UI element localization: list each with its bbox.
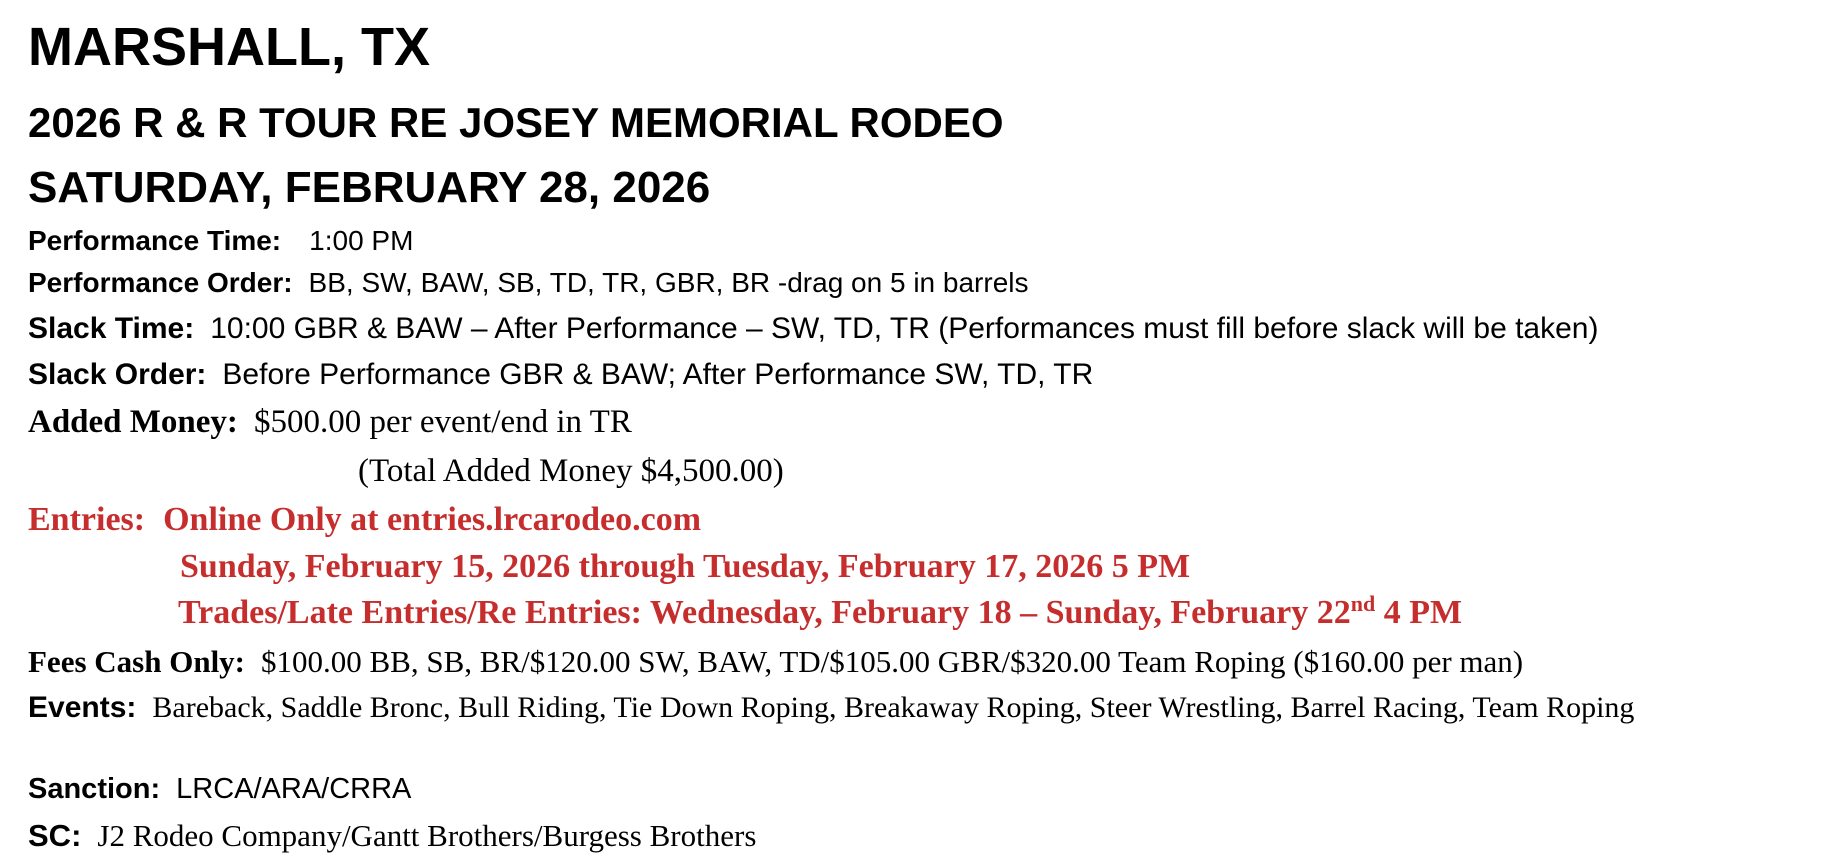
performance-time-value: 1:00 PM (309, 225, 414, 256)
performance-time-row (28, 224, 413, 258)
slack-order-value: Before Performance GBR & BAW; After Performance SW, TD, TR (222, 358, 1094, 391)
added-money-value: $500.00 per event/end in TR (253, 404, 632, 440)
sanction-value: LRCA/ARA/CRRA (176, 773, 412, 805)
slack-time-label: Slack Time: (28, 312, 195, 345)
sc-value: J2 Rodeo Company/Gantt Brothers/Burgess Brothers (97, 818, 757, 853)
events-row (28, 688, 1810, 727)
slack-time-row (28, 311, 1598, 347)
stock-contractor-row (28, 817, 756, 854)
events-value: Bareback, Saddle Bronc, Bull Riding, Tie Down Roping, Breakaway Roping, Steer Wrestling, Barrel Racing, Team Roping (152, 691, 1635, 724)
late-entries-row (178, 593, 1462, 634)
slack-order-row (28, 357, 1093, 393)
performance-order-value: BB, SW, BAW, SB, TD, TR, GBR, BR -drag on 5 in barrels (308, 267, 1029, 298)
sc-label: SC: (28, 818, 82, 853)
slack-time-value: 10:00 GBR & BAW – After Performance – SW, TD, TR (Performances must fill before slack will be taken) (210, 312, 1599, 345)
added-money-row (28, 403, 632, 443)
performance-order-label: Performance Order: (28, 267, 293, 298)
ordinal-suffix: nd (1350, 591, 1376, 616)
fees-label: Fees Cash Only: (28, 644, 245, 679)
sanction-row (28, 772, 411, 807)
fees-value: $100.00 BB, SB, BR/$120.00 SW, BAW, TD/$105.00 GBR/$320.00 Team Roping ($160.00 per man) (261, 644, 1524, 679)
sanction-label: Sanction: (28, 773, 161, 805)
slack-order-label: Slack Order: (28, 358, 207, 391)
events-label: Events: (28, 691, 137, 724)
late-entries-text: Trades/Late Entries/Re Entries: Wednesday, February 18 – Sunday, February 22 (178, 594, 1351, 631)
entries-window: Sunday, February 15, 2026 through Tuesday, February 17, 2026 5 PM (180, 548, 1191, 585)
event-name-heading: 2026 R & R TOUR RE JOSEY MEMORIAL RODEO (28, 99, 1004, 146)
performance-time-label: Performance Time: (28, 225, 282, 256)
entries-online-link[interactable]: Online Only at entries.lrcarodeo.com (163, 501, 702, 538)
fees-row (28, 643, 1523, 680)
event-date-heading: SATURDAY, FEBRUARY 28, 2026 (28, 163, 711, 212)
total-added-money: (Total Added Money $4,500.00) (358, 453, 784, 489)
late-entries-time: 4 PM (1375, 594, 1463, 631)
entries-row (28, 500, 701, 541)
city-heading: MARSHALL, TX (28, 17, 430, 77)
entries-label: Entries: (28, 501, 146, 538)
performance-order-row (28, 266, 1028, 300)
added-money-label: Added Money: (28, 404, 238, 440)
